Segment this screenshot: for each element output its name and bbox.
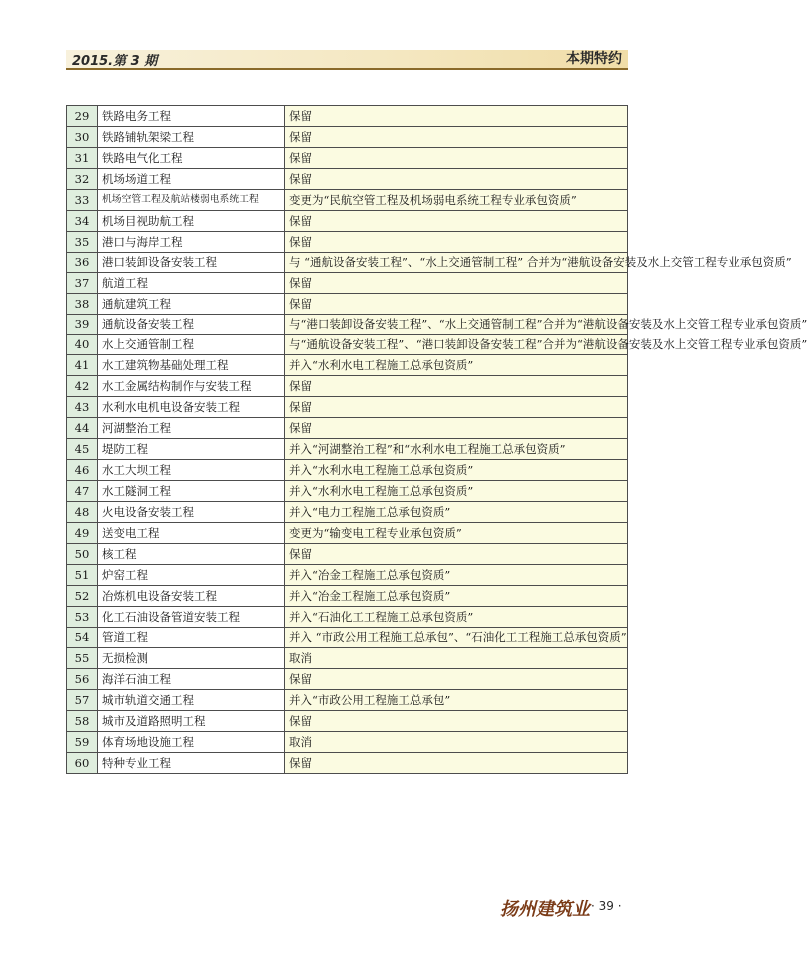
project-type-name: 水工大坝工程 — [98, 460, 285, 481]
project-type-name: 机场空管工程及航站楼弱电系统工程 — [98, 190, 285, 211]
adjustment-note: 并入“石油化工工程施工总承包资质” — [285, 607, 628, 628]
project-type-name: 体育场地设施工程 — [98, 732, 285, 753]
row-number: 45 — [67, 439, 98, 460]
adjustment-note: 保留 — [285, 397, 628, 418]
project-type-name: 堤防工程 — [98, 439, 285, 460]
table-row — [67, 460, 628, 481]
row-number: 44 — [67, 418, 98, 439]
table-body — [67, 106, 807, 774]
row-number: 37 — [67, 273, 98, 294]
project-type-name: 铁路铺轨架梁工程 — [98, 127, 285, 148]
table-row — [67, 253, 628, 273]
row-number: 55 — [67, 648, 98, 669]
project-type-name: 港口装卸设备安装工程 — [98, 253, 285, 273]
row-number: 59 — [67, 732, 98, 753]
issue-label: 2015.第 3 期 — [72, 54, 158, 69]
project-type-name: 城市及道路照明工程 — [98, 711, 285, 732]
table-row — [67, 190, 628, 211]
project-type-name: 水工建筑物基础处理工程 — [98, 355, 285, 376]
project-type-name: 火电设备安装工程 — [98, 502, 285, 523]
table-row — [67, 355, 628, 376]
project-type-name: 冶炼机电设备安装工程 — [98, 586, 285, 607]
project-type-name: 核工程 — [98, 544, 285, 565]
table-row — [67, 232, 628, 253]
row-number: 46 — [67, 460, 98, 481]
row-number: 50 — [67, 544, 98, 565]
project-type-name: 管道工程 — [98, 628, 285, 648]
row-number: 31 — [67, 148, 98, 169]
project-type-name: 河湖整治工程 — [98, 418, 285, 439]
project-type-name: 水上交通管制工程 — [98, 335, 285, 355]
magazine-logo — [500, 896, 590, 920]
table-row — [67, 502, 628, 523]
row-number: 47 — [67, 481, 98, 502]
table-row — [67, 315, 628, 335]
row-number: 32 — [67, 169, 98, 190]
adjustment-note: 保留 — [285, 544, 628, 565]
adjustment-note: 并入“水利水电工程施工总承包资质” — [285, 460, 628, 481]
table-row — [67, 376, 628, 397]
row-number: 54 — [67, 628, 98, 648]
project-type-name: 无损检测 — [98, 648, 285, 669]
table-row — [67, 106, 628, 127]
project-type-name: 海洋石油工程 — [98, 669, 285, 690]
project-type-name: 水工隧洞工程 — [98, 481, 285, 502]
page-number: · 39 · — [591, 899, 622, 913]
adjustment-note: 取消 — [285, 732, 628, 753]
adjustment-note: 保留 — [285, 294, 628, 315]
adjustment-note: 并入“冶金工程施工总承包资质” — [285, 586, 628, 607]
table-row — [67, 273, 628, 294]
adjustment-note: 保留 — [285, 669, 628, 690]
table-row — [67, 711, 628, 732]
adjustment-note: 取消 — [285, 648, 628, 669]
section-title: 本期特约 — [566, 51, 622, 67]
adjustment-note: 保留 — [285, 127, 628, 148]
adjustment-note: 保留 — [285, 273, 628, 294]
svg-text:扬州建筑业: 扬州建筑业 — [500, 899, 590, 920]
table-row — [67, 648, 628, 669]
adjustment-note: 与 “通航设备安装工程”、“水上交通管制工程” 合并为“港航设备安装及水上交管工程专业承包资质” — [285, 253, 628, 273]
project-type-name: 炉窑工程 — [98, 565, 285, 586]
adjustment-note: 保留 — [285, 211, 628, 232]
row-number: 42 — [67, 376, 98, 397]
project-type-name: 通航设备安装工程 — [98, 315, 285, 335]
adjustment-note: 保留 — [285, 711, 628, 732]
project-type-name: 水利水电机电设备安装工程 — [98, 397, 285, 418]
adjustment-note: 变更为“输变电工程专业承包资质” — [285, 523, 628, 544]
row-number: 30 — [67, 127, 98, 148]
project-type-name: 水工金属结构制作与安装工程 — [98, 376, 285, 397]
table-row — [67, 732, 628, 753]
project-type-name: 机场目视助航工程 — [98, 211, 285, 232]
qualification-table — [66, 105, 807, 774]
table-row — [67, 211, 628, 232]
table-row — [67, 690, 628, 711]
project-type-name: 机场场道工程 — [98, 169, 285, 190]
table-row — [67, 544, 628, 565]
adjustment-note: 并入“河湖整治工程”和“水利水电工程施工总承包资质” — [285, 439, 628, 460]
row-number: 43 — [67, 397, 98, 418]
project-type-name: 城市轨道交通工程 — [98, 690, 285, 711]
table-row — [67, 753, 628, 774]
project-type-name: 航道工程 — [98, 273, 285, 294]
adjustment-note: 与“通航设备安装工程”、“港口装卸设备安装工程”合并为“港航设备安装及水上交管工程专业承包资质” — [285, 335, 628, 355]
row-number: 58 — [67, 711, 98, 732]
row-number: 40 — [67, 335, 98, 355]
row-number: 51 — [67, 565, 98, 586]
table-row — [67, 335, 628, 355]
table-row — [67, 669, 628, 690]
table-row — [67, 439, 628, 460]
adjustment-note: 保留 — [285, 148, 628, 169]
table-row — [67, 607, 628, 628]
adjustment-note: 并入 “市政公用工程施工总承包”、“石油化工工程施工总承包资质” — [285, 628, 628, 648]
project-type-name: 化工石油设备管道安装工程 — [98, 607, 285, 628]
row-number: 35 — [67, 232, 98, 253]
row-number: 52 — [67, 586, 98, 607]
row-number: 60 — [67, 753, 98, 774]
table-row — [67, 294, 628, 315]
project-type-name: 送变电工程 — [98, 523, 285, 544]
row-number: 34 — [67, 211, 98, 232]
adjustment-note: 并入“水利水电工程施工总承包资质” — [285, 481, 628, 502]
project-type-name: 铁路电气化工程 — [98, 148, 285, 169]
table-row — [67, 565, 628, 586]
row-number: 36 — [67, 253, 98, 273]
project-type-name: 特种专业工程 — [98, 753, 285, 774]
table-row — [67, 523, 628, 544]
adjustment-note: 并入“水利水电工程施工总承包资质” — [285, 355, 628, 376]
row-number: 48 — [67, 502, 98, 523]
row-number: 56 — [67, 669, 98, 690]
adjustment-note: 并入“电力工程施工总承包资质” — [285, 502, 628, 523]
adjustment-note: 保留 — [285, 106, 628, 127]
adjustment-note: 保留 — [285, 753, 628, 774]
project-type-name: 铁路电务工程 — [98, 106, 285, 127]
table-row — [67, 148, 628, 169]
table-row — [67, 628, 628, 648]
adjustment-note: 并入“市政公用工程施工总承包” — [285, 690, 628, 711]
project-type-name: 通航建筑工程 — [98, 294, 285, 315]
row-number: 53 — [67, 607, 98, 628]
adjustment-note: 保留 — [285, 232, 628, 253]
row-number: 49 — [67, 523, 98, 544]
table-row — [67, 586, 628, 607]
adjustment-note: 保留 — [285, 418, 628, 439]
adjustment-note: 保留 — [285, 169, 628, 190]
row-number: 33 — [67, 190, 98, 211]
adjustment-note: 与“港口装卸设备安装工程”、“水上交通管制工程”合并为“港航设备安装及水上交管工程专业承包资质” — [285, 315, 628, 335]
table-row — [67, 418, 628, 439]
row-number: 41 — [67, 355, 98, 376]
adjustment-note: 保留 — [285, 376, 628, 397]
row-number: 38 — [67, 294, 98, 315]
adjustment-note: 并入“冶金工程施工总承包资质” — [285, 565, 628, 586]
row-number: 39 — [67, 315, 98, 335]
adjustment-note: 变更为“民航空管工程及机场弱电系统工程专业承包资质” — [285, 190, 628, 211]
table-row — [67, 169, 628, 190]
table-row — [67, 481, 628, 502]
table-row — [67, 127, 628, 148]
row-number: 57 — [67, 690, 98, 711]
table-row — [67, 397, 628, 418]
row-number: 29 — [67, 106, 98, 127]
project-type-name: 港口与海岸工程 — [98, 232, 285, 253]
